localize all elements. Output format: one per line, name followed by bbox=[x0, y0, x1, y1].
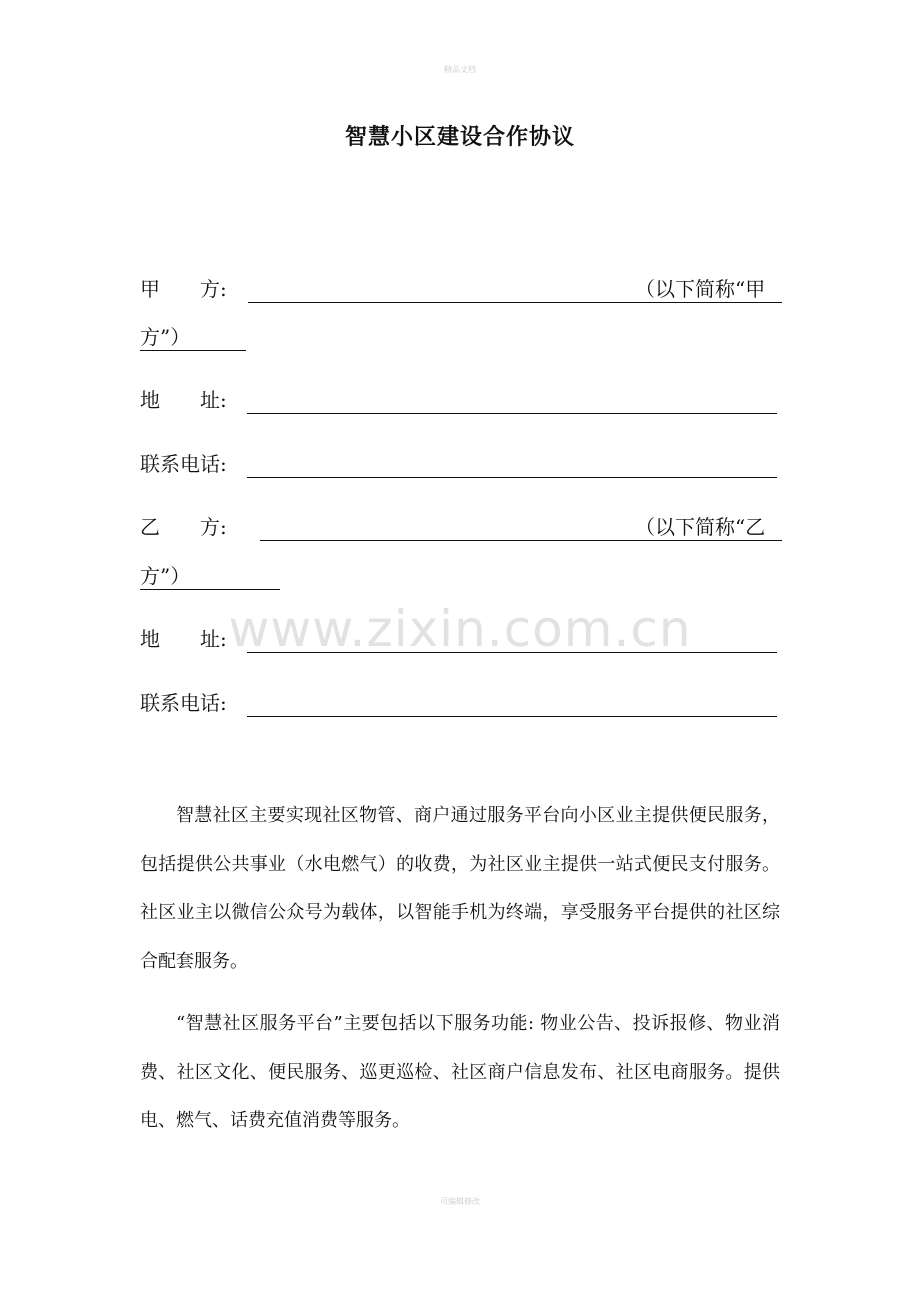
party-a-abbr-open: （以下简称“甲 bbox=[635, 277, 766, 301]
party-b-label: 乙 方: bbox=[140, 515, 227, 539]
party-a-address-line bbox=[247, 385, 777, 414]
page-header: 精品文档 bbox=[444, 65, 476, 74]
watermark: www.zixin.com.cn bbox=[228, 600, 692, 658]
party-a-label: 甲 方: bbox=[140, 277, 227, 301]
party-b-abbr-continuation bbox=[140, 561, 290, 591]
party-a-address-label: 地 址: bbox=[140, 388, 227, 412]
party-a-abbr-continuation bbox=[140, 322, 260, 352]
party-b-phone-field bbox=[140, 688, 780, 718]
party-b-address-label: 地 址: bbox=[140, 627, 227, 651]
party-b-phone-label: 联系电话: bbox=[140, 691, 227, 715]
party-a-address-field bbox=[140, 385, 780, 415]
party-b-abbr-open: （以下简称“乙 bbox=[635, 515, 766, 539]
page-footer: 可编辑修改 bbox=[440, 1197, 480, 1206]
body-paragraph-2: “智慧社区服务平台”主要包括以下服务功能: 物业公告、投诉报修、物业消费、社区文化、便民服务、巡更巡检、社区商户信息发布、社区电商服务。提供电、燃气、话费充值消费等服务。 bbox=[140, 1013, 780, 1131]
party-a-phone-line bbox=[247, 449, 777, 478]
party-b-abbr-close: 方”） bbox=[140, 564, 191, 588]
party-a-phone-label: 联系电话: bbox=[140, 452, 227, 476]
party-b-phone-line bbox=[247, 688, 777, 717]
party-b-name-field bbox=[140, 512, 790, 542]
party-a-abbr-close: 方”） bbox=[140, 325, 191, 349]
document-title: 智慧小区建设合作协议 bbox=[344, 124, 575, 150]
party-a-name-field bbox=[140, 274, 790, 304]
body-paragraph-1: 智慧社区主要实现社区物管、商户通过服务平台向小区业主提供便民服务，包括提供公共事业（水电燃气）的收费，为社区业主提供一站式便民支付服务。社区业主以微信公众号为载体，以智能手机为终端，享受服务平台提供的社区综合配套服务。 bbox=[140, 805, 780, 972]
party-a-phone-field bbox=[140, 449, 780, 479]
